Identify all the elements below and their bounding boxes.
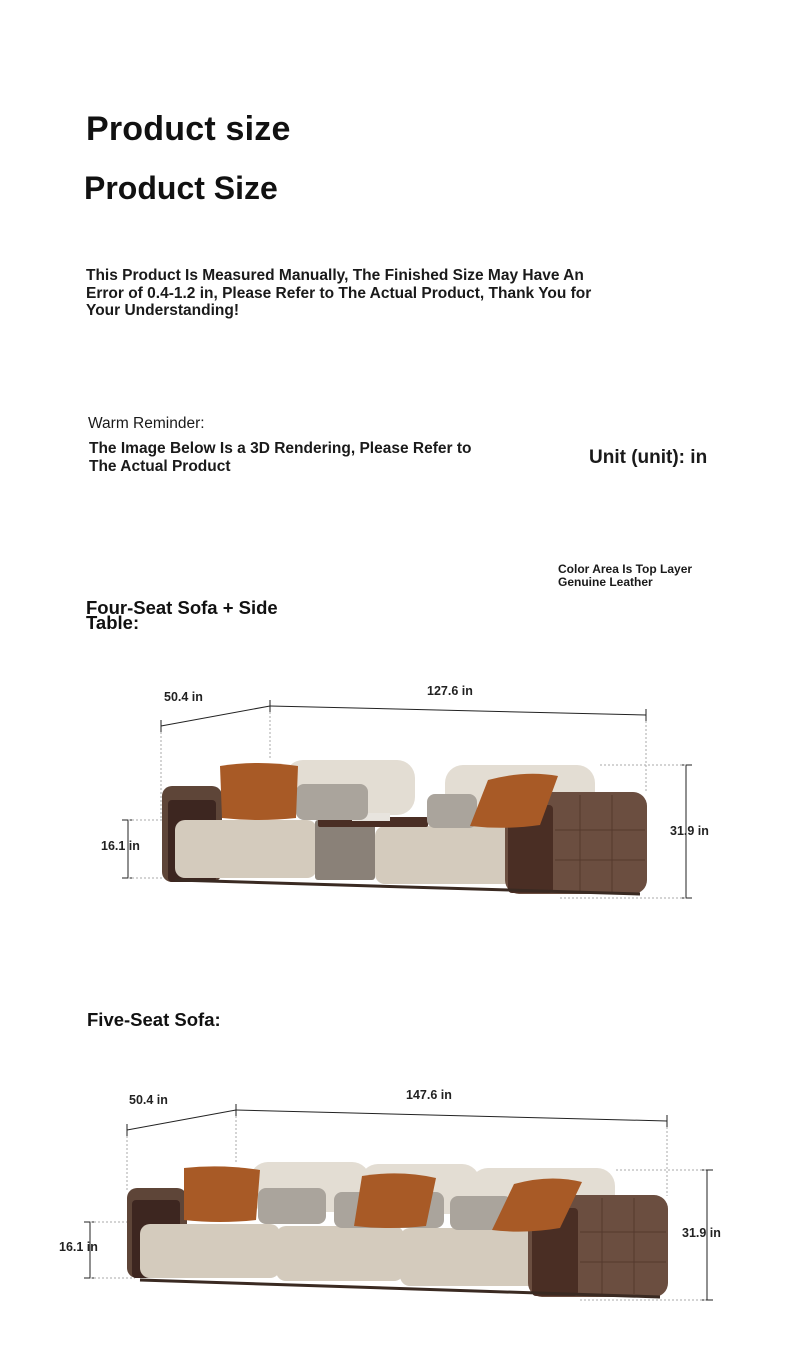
seat-height-label: 16.1 in: [59, 1240, 98, 1254]
unit-label: Unit (unit): in: [589, 447, 708, 468]
pillow-orange: [184, 1166, 260, 1222]
seat-cushion: [276, 1226, 404, 1281]
color-area-note: Color Area Is Top Layer Genuine Leather: [558, 562, 693, 589]
height-label: 31.9 in: [682, 1226, 721, 1240]
measurement-note: This Product Is Measured Manually, The Finished Size May Have An Error of 0.4-1.2 in, Please Refer to The Actual Product, Thank You for Your Understanding!: [86, 267, 592, 319]
reminder-title: Warm Reminder:: [88, 415, 205, 432]
pillow-grey: [258, 1188, 326, 1224]
pillow-grey: [296, 784, 368, 820]
depth-label: 50.4 in: [164, 690, 203, 704]
seat-cushion: [175, 820, 317, 878]
pillow-orange: [354, 1173, 436, 1228]
height-label: 31.9 in: [670, 824, 709, 838]
seat-cushion: [400, 1228, 550, 1286]
four-seat-sofa-diagram: [0, 700, 790, 910]
width-label: 147.6 in: [406, 1088, 452, 1102]
page-heading: Product size: [86, 110, 291, 148]
depth-label: 50.4 in: [129, 1093, 168, 1107]
reminder-text: The Image Below Is a 3D Rendering, Please Refer to The Actual Product: [89, 440, 472, 475]
product-title-four-seat: Four-Seat Sofa + Side Table:: [86, 597, 278, 633]
page-subheading: Product Size: [84, 170, 278, 206]
seat-cushion: [140, 1224, 280, 1278]
product-title-five-seat: Five-Seat Sofa:: [87, 1009, 221, 1030]
five-seat-sofa-diagram: [0, 1100, 790, 1310]
width-label: 127.6 in: [427, 684, 473, 698]
pillow-orange: [220, 763, 298, 820]
side-table: [315, 820, 375, 880]
pillow-grey: [427, 794, 477, 828]
seat-height-label: 16.1 in: [101, 839, 140, 853]
